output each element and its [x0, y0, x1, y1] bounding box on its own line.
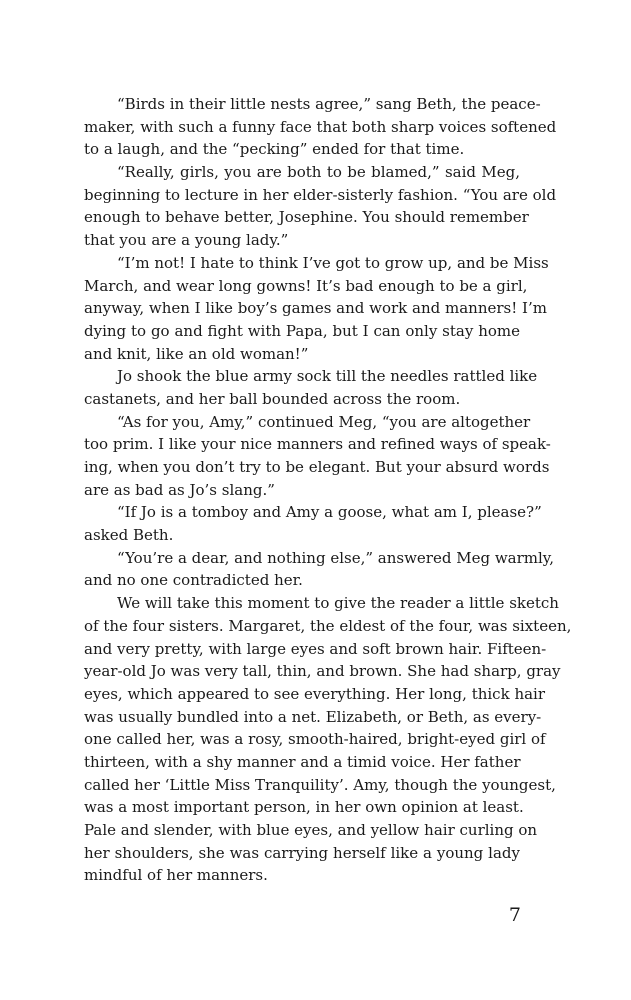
paragraph	[84, 161, 557, 252]
paragraph	[84, 93, 557, 161]
text-line: and no one contradicted her.	[84, 571, 303, 590]
text-line: castanets, and her ball bounded across the room.	[84, 389, 461, 408]
text-line: Pale and slender, with blue eyes, and yellow hair curling on	[84, 821, 538, 839]
text-line: to a laugh, and the “pecking” ended for that time.	[84, 140, 465, 159]
text-line: one called her, was a rosy, smooth-haired, bright-eyed girl of	[84, 730, 546, 749]
text-line: and knit, like an old woman!”	[84, 344, 309, 363]
paragraph	[84, 365, 538, 410]
paragraph	[84, 411, 551, 502]
text-line: ing, when you don’t try to be elegant. But your absurd words	[84, 458, 550, 476]
text-line: “If Jo is a tomboy and Amy a goose, what am I, please?”	[117, 503, 542, 522]
text-line: called her ‘Little Miss Tranquility’. Amy, though the youngest,	[84, 775, 556, 794]
paragraph	[84, 501, 542, 546]
text-line: was usually bundled into a net. Elizabeth, or Beth, as every-	[84, 707, 542, 726]
text-line: “Really, girls, you are both to be blamed,” said Meg,	[117, 163, 520, 182]
text-line: that you are a young lady.”	[84, 231, 289, 250]
text-line: “You’re a dear, and nothing else,” answered Meg warmly,	[117, 548, 555, 567]
page-number: 7	[508, 904, 521, 926]
text-line: of the four sisters. Margaret, the eldest of the four, was sixteen,	[84, 616, 572, 635]
text-line: maker, with such a funny face that both sharp voices softened	[84, 117, 557, 136]
text-line: was a most important person, in her own opinion at least.	[84, 798, 524, 817]
text-line: year-old Jo was very tall, thin, and brown. She had sharp, gray	[84, 662, 561, 681]
text-line: asked Beth.	[84, 526, 174, 545]
text-line: and very pretty, with large eyes and soft brown hair. Fifteen-	[84, 639, 547, 658]
text-line: Jo shook the blue army sock till the needles rattled like	[117, 367, 538, 386]
text-line: beginning to lecture in her elder-sisterly fashion. “You are old	[84, 185, 557, 204]
text-line: “Birds in their little nests agree,” sang Beth, the peace-	[117, 95, 541, 113]
text-line: dying to go and fight with Papa, but I can only stay home	[84, 321, 520, 340]
text-line: her shoulders, she was carrying herself like a young lady	[84, 843, 520, 862]
text-line: thirteen, with a shy manner and a timid voice. Her father	[84, 752, 521, 771]
text-line: March, and wear long gowns! It’s bad enough to be a girl,	[84, 276, 528, 295]
body-text	[84, 93, 572, 887]
paragraph	[84, 547, 555, 592]
text-line: We will take this moment to give the reader a little sketch	[117, 594, 559, 613]
paragraph	[84, 592, 572, 887]
paragraph	[84, 252, 549, 365]
text-line: “I’m not! I hate to think I’ve got to grow up, and be Miss	[117, 253, 549, 272]
text-line: enough to behave better, Josephine. You should remember	[84, 208, 529, 227]
text-line: are as bad as Jo’s slang.”	[84, 480, 275, 499]
text-line: eyes, which appeared to see everything. Her long, thick hair	[84, 684, 546, 703]
text-line: mindful of her manners.	[84, 866, 268, 885]
text-line: anyway, when I like boy’s games and work and manners! I’m	[84, 299, 547, 318]
text-line: “As for you, Amy,” continued Meg, “you are altogether	[117, 412, 531, 431]
text-line: too prim. I like your nice manners and refined ways of speak-	[84, 435, 551, 454]
